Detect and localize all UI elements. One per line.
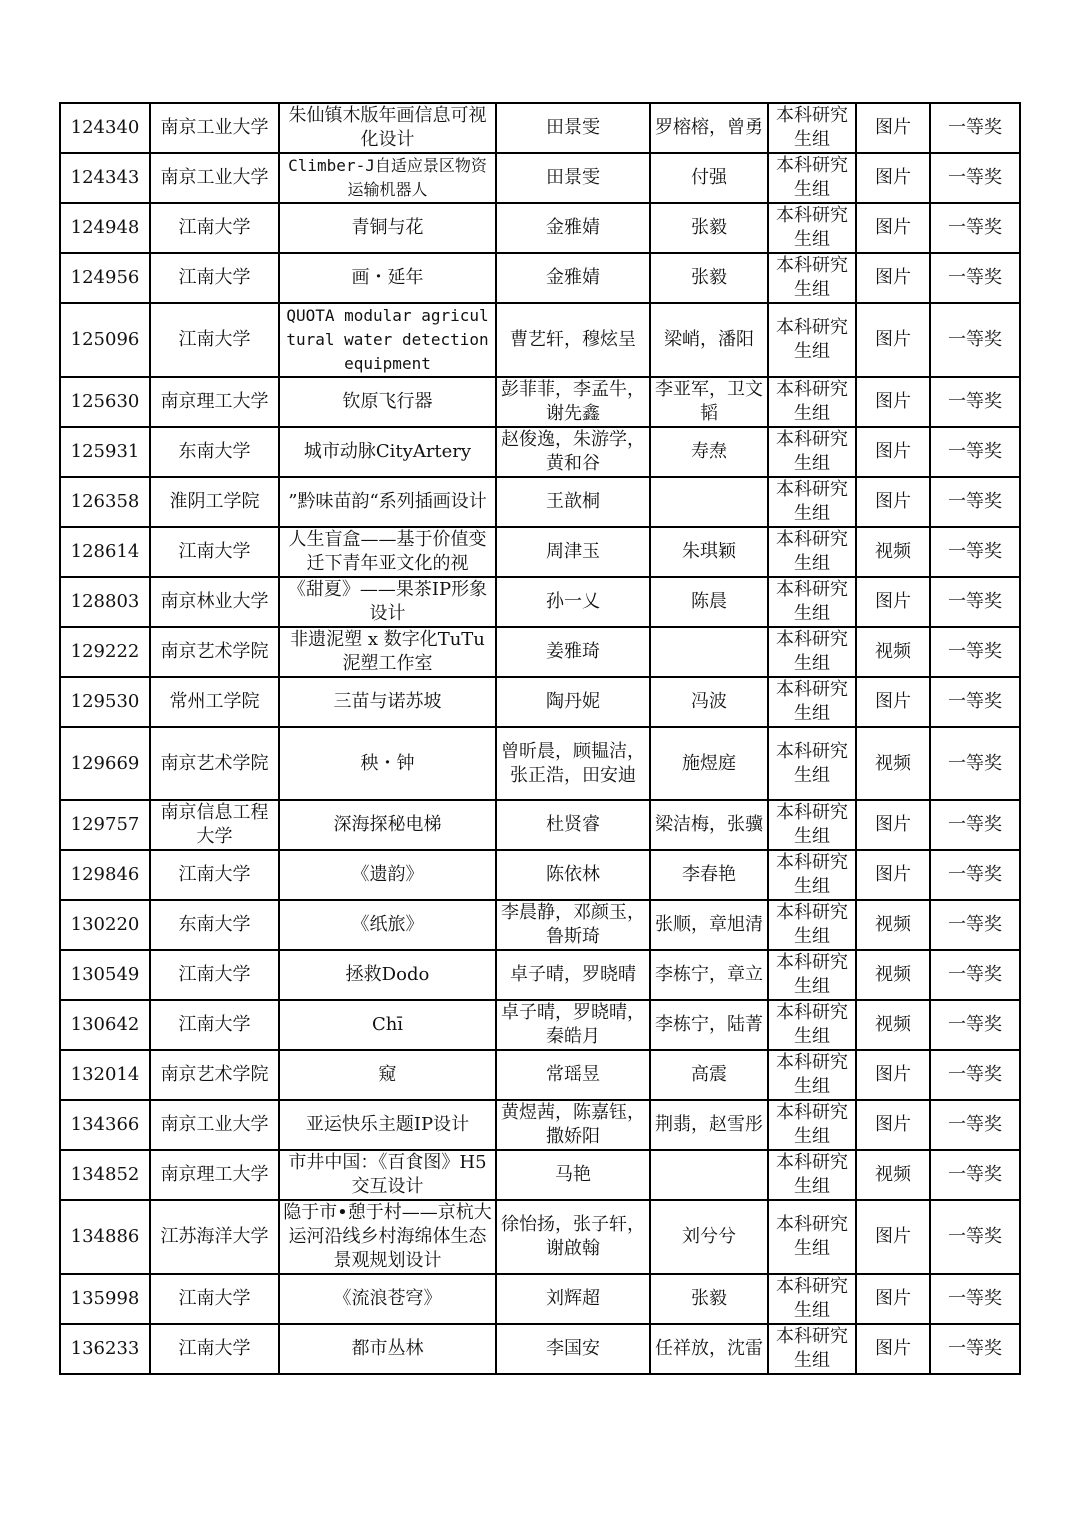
cell-authors: 卓子晴，罗晓晴，秦皓月: [496, 1000, 650, 1050]
cell-type: 图片: [856, 850, 930, 900]
cell-advisors: 张毅: [650, 203, 768, 253]
cell-award: 一等奖: [930, 577, 1020, 627]
cell-type: 视频: [856, 627, 930, 677]
cell-title: 《纸旅》: [279, 900, 496, 950]
cell-id: 130642: [60, 1000, 150, 1050]
cell-id: 124948: [60, 203, 150, 253]
table-row: [60, 677, 1020, 727]
cell-title: 青铜与花: [279, 203, 496, 253]
cell-authors: 黄煜茜，陈嘉钰，撒娇阳: [496, 1100, 650, 1150]
cell-authors: 卓子晴，罗晓晴: [496, 950, 650, 1000]
cell-award: 一等奖: [930, 427, 1020, 477]
cell-advisors: 荆翡，赵雪彤: [650, 1100, 768, 1150]
cell-school: 江南大学: [150, 527, 279, 577]
cell-advisors: [650, 1150, 768, 1200]
table-row: [60, 103, 1020, 153]
cell-id: 136233: [60, 1324, 150, 1374]
cell-type: 图片: [856, 477, 930, 527]
cell-id: 124343: [60, 153, 150, 203]
cell-advisors: 寿焘: [650, 427, 768, 477]
cell-authors: 曾昕晨，顾韫洁，张正浩，田安迪: [496, 727, 650, 800]
cell-group: 本科研究生组: [768, 1000, 856, 1050]
cell-school: 常州工学院: [150, 677, 279, 727]
cell-type: 图片: [856, 427, 930, 477]
cell-award: 一等奖: [930, 1324, 1020, 1374]
cell-title: 《流浪苍穹》: [279, 1274, 496, 1324]
cell-type: 图片: [856, 677, 930, 727]
cell-authors: 赵俊逸，朱游学，黄和谷: [496, 427, 650, 477]
cell-title: 朱仙镇木版年画信息可视化设计: [279, 103, 496, 153]
cell-group: 本科研究生组: [768, 1150, 856, 1200]
cell-award: 一等奖: [930, 203, 1020, 253]
cell-id: 132014: [60, 1050, 150, 1100]
cell-authors: 田景雯: [496, 153, 650, 203]
cell-authors: 金雅婧: [496, 203, 650, 253]
cell-id: 128803: [60, 577, 150, 627]
cell-group: 本科研究生组: [768, 850, 856, 900]
cell-advisors: 李栋宁，章立: [650, 950, 768, 1000]
awards-table: [59, 102, 1021, 1375]
cell-authors: 田景雯: [496, 103, 650, 153]
cell-authors: 陈依林: [496, 850, 650, 900]
cell-id: 129222: [60, 627, 150, 677]
cell-type: 图片: [856, 153, 930, 203]
cell-advisors: [650, 627, 768, 677]
cell-id: 129757: [60, 800, 150, 850]
cell-authors: 常瑶昱: [496, 1050, 650, 1100]
cell-authors: 杜贤睿: [496, 800, 650, 850]
cell-group: 本科研究生组: [768, 577, 856, 627]
cell-school: 南京工业大学: [150, 1100, 279, 1150]
cell-award: 一等奖: [930, 527, 1020, 577]
cell-group: 本科研究生组: [768, 950, 856, 1000]
cell-authors: 马艳: [496, 1150, 650, 1200]
table-row: [60, 427, 1020, 477]
cell-advisors: 罗榕榕，曾勇: [650, 103, 768, 153]
cell-type: 图片: [856, 1200, 930, 1274]
cell-group: 本科研究生组: [768, 627, 856, 677]
table-row: [60, 800, 1020, 850]
table-row: [60, 253, 1020, 303]
cell-title: 深海探秘电梯: [279, 800, 496, 850]
table-row: [60, 527, 1020, 577]
cell-title: 隐于市•憩于村——京杭大运河沿线乡村海绵体生态景观规划设计: [279, 1200, 496, 1274]
cell-title: 《遗韵》: [279, 850, 496, 900]
cell-group: 本科研究生组: [768, 203, 856, 253]
table-row: [60, 477, 1020, 527]
cell-type: 视频: [856, 1000, 930, 1050]
cell-advisors: 张毅: [650, 253, 768, 303]
cell-id: 126358: [60, 477, 150, 527]
cell-type: 图片: [856, 1324, 930, 1374]
cell-type: 图片: [856, 1050, 930, 1100]
cell-award: 一等奖: [930, 1200, 1020, 1274]
cell-id: 129669: [60, 727, 150, 800]
cell-authors: 彭菲菲，李孟牛，谢先鑫: [496, 377, 650, 427]
cell-group: 本科研究生组: [768, 1100, 856, 1150]
table-row: [60, 153, 1020, 203]
cell-authors: 曹艺轩，穆炫呈: [496, 303, 650, 377]
cell-type: 视频: [856, 950, 930, 1000]
cell-award: 一等奖: [930, 627, 1020, 677]
table-row: [60, 850, 1020, 900]
cell-authors: 孙一乂: [496, 577, 650, 627]
cell-advisors: 冯波: [650, 677, 768, 727]
cell-award: 一等奖: [930, 1100, 1020, 1150]
cell-school: 南京工业大学: [150, 103, 279, 153]
cell-advisors: 梁峭，潘阳: [650, 303, 768, 377]
cell-group: 本科研究生组: [768, 477, 856, 527]
cell-title: Chī: [279, 1000, 496, 1050]
cell-school: 江南大学: [150, 1000, 279, 1050]
cell-award: 一等奖: [930, 1274, 1020, 1324]
cell-type: 视频: [856, 1150, 930, 1200]
cell-id: 128614: [60, 527, 150, 577]
cell-title: 亚运快乐主题IP设计: [279, 1100, 496, 1150]
cell-type: 图片: [856, 377, 930, 427]
cell-title: 钦原飞行器: [279, 377, 496, 427]
cell-award: 一等奖: [930, 253, 1020, 303]
cell-advisors: 刘兮兮: [650, 1200, 768, 1274]
cell-award: 一等奖: [930, 950, 1020, 1000]
cell-title: 窥: [279, 1050, 496, 1100]
cell-id: 124956: [60, 253, 150, 303]
cell-title: 人生盲盒——基于价值变迁下青年亚文化的视: [279, 527, 496, 577]
cell-title: ”黔味苗韵“系列插画设计: [279, 477, 496, 527]
cell-authors: 金雅婧: [496, 253, 650, 303]
table-row: [60, 1100, 1020, 1150]
cell-award: 一等奖: [930, 1000, 1020, 1050]
table-row: [60, 1150, 1020, 1200]
table-row: [60, 1200, 1020, 1274]
cell-title: 城市动脉CityArtery: [279, 427, 496, 477]
cell-group: 本科研究生组: [768, 1324, 856, 1374]
cell-id: 134366: [60, 1100, 150, 1150]
cell-title: QUOTA modular agricultural water detection equipment: [279, 303, 496, 377]
cell-group: 本科研究生组: [768, 677, 856, 727]
cell-type: 图片: [856, 203, 930, 253]
cell-group: 本科研究生组: [768, 153, 856, 203]
cell-advisors: 张毅: [650, 1274, 768, 1324]
cell-type: 视频: [856, 727, 930, 800]
cell-group: 本科研究生组: [768, 427, 856, 477]
cell-school: 江南大学: [150, 303, 279, 377]
table-row: [60, 900, 1020, 950]
table-body: [60, 103, 1020, 1374]
cell-advisors: 梁洁梅，张骥: [650, 800, 768, 850]
cell-advisors: 张顺，章旭清: [650, 900, 768, 950]
cell-type: 图片: [856, 577, 930, 627]
cell-award: 一等奖: [930, 800, 1020, 850]
cell-title: 非遗泥塑 x 数字化TuTu泥塑工作室: [279, 627, 496, 677]
cell-school: 江南大学: [150, 203, 279, 253]
cell-school: 南京艺术学院: [150, 1050, 279, 1100]
table-row: [60, 950, 1020, 1000]
cell-advisors: 陈晨: [650, 577, 768, 627]
cell-school: 南京林业大学: [150, 577, 279, 627]
cell-school: 江苏海洋大学: [150, 1200, 279, 1274]
cell-school: 江南大学: [150, 1324, 279, 1374]
cell-award: 一等奖: [930, 477, 1020, 527]
cell-id: 124340: [60, 103, 150, 153]
table-row: [60, 203, 1020, 253]
cell-advisors: 高震: [650, 1050, 768, 1100]
cell-school: 南京艺术学院: [150, 727, 279, 800]
table-row: [60, 303, 1020, 377]
cell-title: 秧・钟: [279, 727, 496, 800]
table-row: [60, 1000, 1020, 1050]
cell-school: 东南大学: [150, 900, 279, 950]
cell-id: 125931: [60, 427, 150, 477]
cell-group: 本科研究生组: [768, 1274, 856, 1324]
cell-title: 画・延年: [279, 253, 496, 303]
cell-school: 南京理工大学: [150, 1150, 279, 1200]
cell-advisors: 李栋宁，陆菁: [650, 1000, 768, 1050]
table-row: [60, 627, 1020, 677]
cell-award: 一等奖: [930, 727, 1020, 800]
table-row: [60, 377, 1020, 427]
cell-authors: 陶丹妮: [496, 677, 650, 727]
cell-id: 125630: [60, 377, 150, 427]
cell-id: 135998: [60, 1274, 150, 1324]
cell-id: 129530: [60, 677, 150, 727]
cell-type: 图片: [856, 253, 930, 303]
cell-advisors: 朱琪颖: [650, 527, 768, 577]
cell-id: 125096: [60, 303, 150, 377]
cell-type: 图片: [856, 1100, 930, 1150]
cell-group: 本科研究生组: [768, 1200, 856, 1274]
cell-advisors: 李亚军，卫文韬: [650, 377, 768, 427]
cell-school: 江南大学: [150, 850, 279, 900]
cell-award: 一等奖: [930, 303, 1020, 377]
cell-group: 本科研究生组: [768, 727, 856, 800]
cell-authors: 周津玉: [496, 527, 650, 577]
cell-advisors: 施煜庭: [650, 727, 768, 800]
table-row: [60, 1050, 1020, 1100]
cell-group: 本科研究生组: [768, 527, 856, 577]
cell-group: 本科研究生组: [768, 303, 856, 377]
cell-type: 图片: [856, 303, 930, 377]
cell-authors: 李国安: [496, 1324, 650, 1374]
cell-school: 南京艺术学院: [150, 627, 279, 677]
cell-title: 拯救Dodo: [279, 950, 496, 1000]
cell-award: 一等奖: [930, 103, 1020, 153]
cell-school: 南京工业大学: [150, 153, 279, 203]
cell-authors: 徐怡扬，张子轩，谢啟翰: [496, 1200, 650, 1274]
cell-school: 江南大学: [150, 950, 279, 1000]
cell-award: 一等奖: [930, 677, 1020, 727]
cell-award: 一等奖: [930, 850, 1020, 900]
cell-type: 视频: [856, 527, 930, 577]
cell-group: 本科研究生组: [768, 103, 856, 153]
table-row: [60, 727, 1020, 800]
cell-title: Climber-J自适应景区物资运输机器人: [279, 153, 496, 203]
cell-id: 134852: [60, 1150, 150, 1200]
cell-authors: 刘辉超: [496, 1274, 650, 1324]
cell-advisors: 李春艳: [650, 850, 768, 900]
cell-school: 南京理工大学: [150, 377, 279, 427]
cell-type: 图片: [856, 1274, 930, 1324]
cell-type: 图片: [856, 103, 930, 153]
cell-group: 本科研究生组: [768, 1050, 856, 1100]
cell-award: 一等奖: [930, 377, 1020, 427]
cell-authors: 姜雅琦: [496, 627, 650, 677]
cell-advisors: [650, 477, 768, 527]
cell-advisors: 任祥放，沈雷: [650, 1324, 768, 1374]
cell-authors: 王歆桐: [496, 477, 650, 527]
cell-group: 本科研究生组: [768, 800, 856, 850]
cell-school: 江南大学: [150, 253, 279, 303]
table-row: [60, 1274, 1020, 1324]
cell-id: 130220: [60, 900, 150, 950]
cell-advisors: 付强: [650, 153, 768, 203]
cell-school: 江南大学: [150, 1274, 279, 1324]
cell-award: 一等奖: [930, 153, 1020, 203]
table-row: [60, 577, 1020, 627]
cell-award: 一等奖: [930, 1150, 1020, 1200]
cell-school: 南京信息工程大学: [150, 800, 279, 850]
cell-authors: 李晨静，邓颜玉，鲁斯琦: [496, 900, 650, 950]
cell-type: 图片: [856, 800, 930, 850]
cell-title: 《甜夏》——果茶IP形象设计: [279, 577, 496, 627]
cell-group: 本科研究生组: [768, 900, 856, 950]
cell-award: 一等奖: [930, 900, 1020, 950]
cell-id: 134886: [60, 1200, 150, 1274]
cell-award: 一等奖: [930, 1050, 1020, 1100]
cell-school: 淮阴工学院: [150, 477, 279, 527]
cell-title: 三苗与诺苏坡: [279, 677, 496, 727]
table-row: [60, 1324, 1020, 1374]
cell-id: 129846: [60, 850, 150, 900]
cell-group: 本科研究生组: [768, 377, 856, 427]
cell-title: 都市丛林: [279, 1324, 496, 1374]
cell-title: 市井中国：《百食图》H5交互设计: [279, 1150, 496, 1200]
cell-type: 视频: [856, 900, 930, 950]
cell-school: 东南大学: [150, 427, 279, 477]
cell-id: 130549: [60, 950, 150, 1000]
cell-group: 本科研究生组: [768, 253, 856, 303]
